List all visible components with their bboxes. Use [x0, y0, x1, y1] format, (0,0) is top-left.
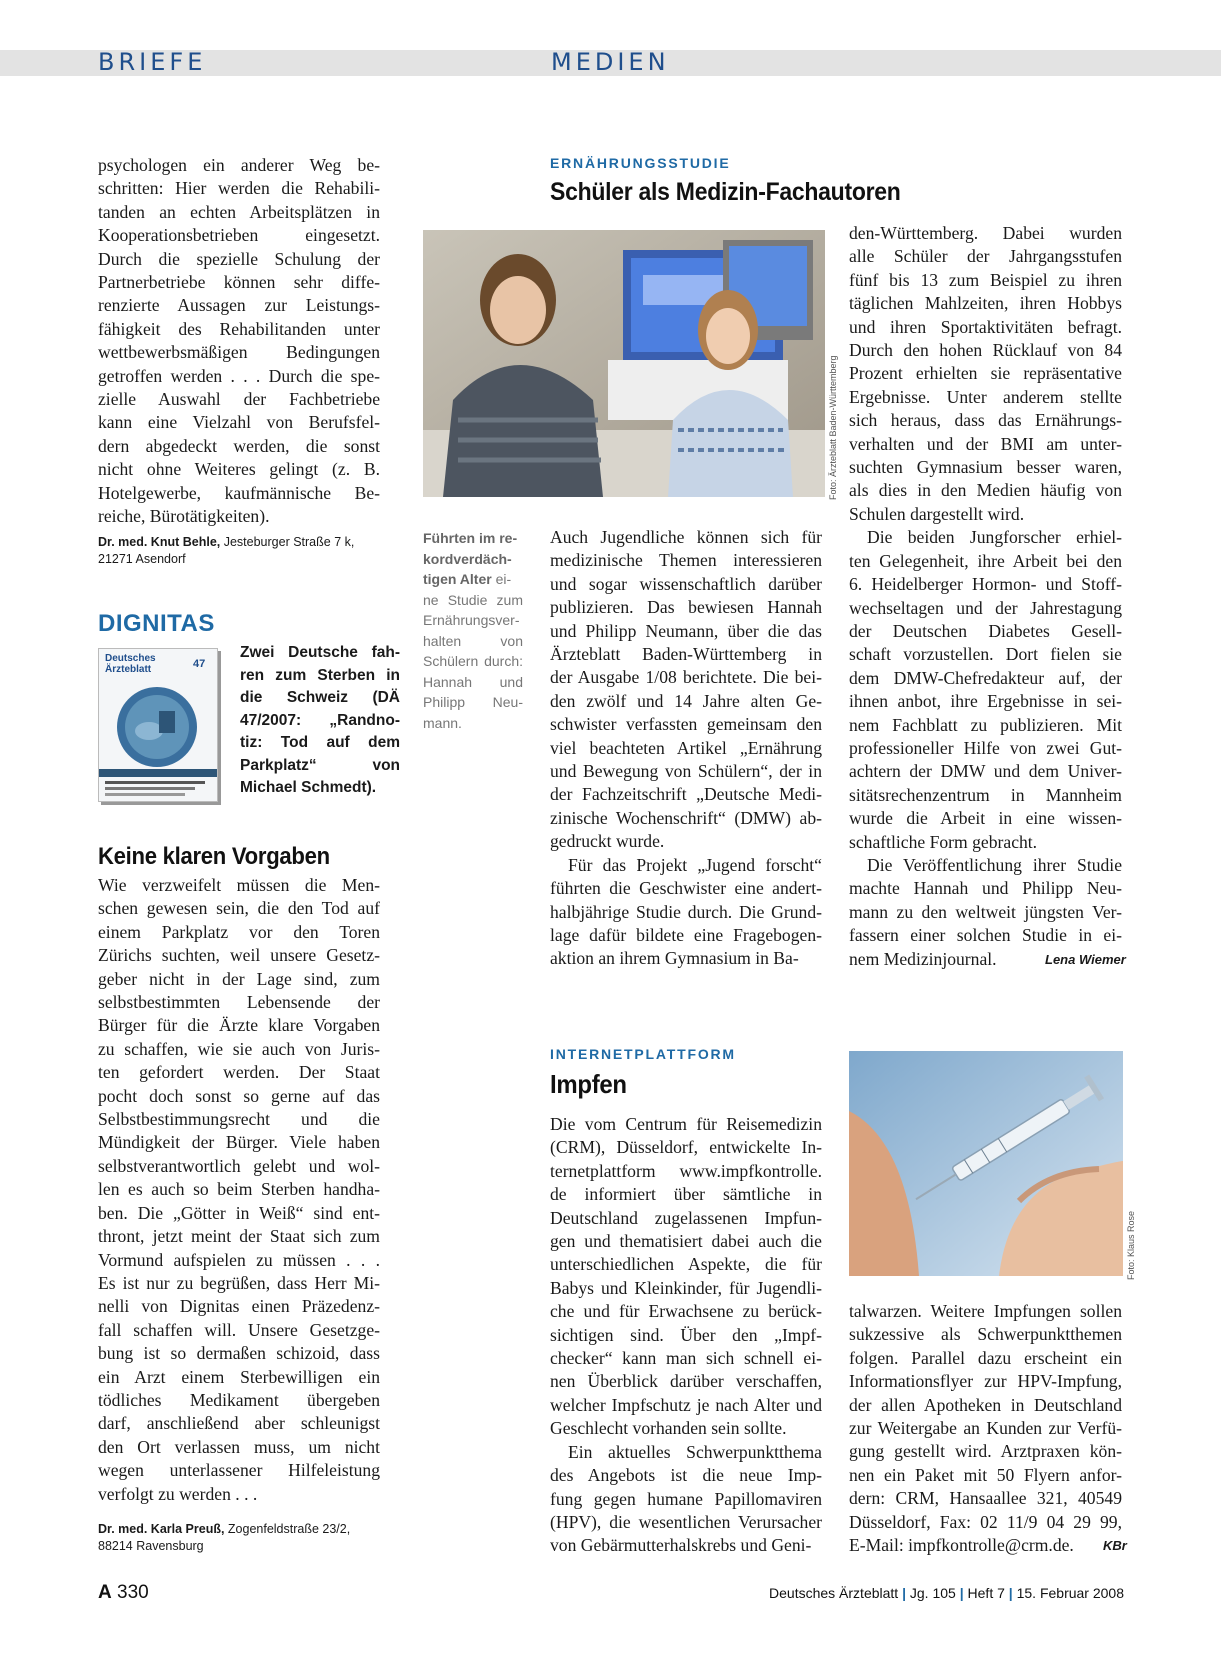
footer-page: [98, 1582, 149, 1604]
text-line: schen gewesen sein, die den Tod auf: [98, 898, 380, 919]
article2-col1-p2: [550, 1441, 822, 1558]
text-line: täglichen Mahlzeiten, ihren Hobbys: [849, 293, 1122, 314]
text-line: den Ort verlassen muss, um nicht: [98, 1436, 380, 1457]
text-line: Schulen dargestellt wird.: [849, 503, 1025, 524]
article1-col2-p1: [849, 222, 1122, 526]
text-line: des Angebots ist die neue Imp-: [550, 1465, 822, 1486]
text-line: schaftliche Form gebracht.: [849, 831, 1038, 852]
text-line: len es auch so beim Sterben handha-: [98, 1179, 380, 1200]
letter1-lines: [98, 154, 380, 529]
footer-journal: Deutsches Ärzteblatt: [769, 1585, 899, 1601]
text-line: fünf bis 13 zum Beispiel zu ihren: [849, 269, 1122, 290]
footer-date: 15. Februar 2008: [1016, 1585, 1124, 1601]
letter2-author-name: Dr. med. Karla Preuß,: [98, 1522, 225, 1536]
text-line: zu schaffen, wie sie auch von Juris-: [98, 1038, 380, 1059]
text-line: viel beachteten Artikel „Ernährung: [550, 737, 822, 758]
footer-separator: |: [1008, 1585, 1013, 1601]
text-line: Vormund aufspielen zu müssen . . .: [98, 1249, 380, 1270]
article2-photo-credit: Foto: Klaus Rose: [1126, 1210, 1136, 1280]
text-line: den zwölf und 14 Jahre alten Ge-: [550, 690, 822, 711]
text-line: machte Hannah und Philipp Neu-: [849, 878, 1122, 899]
footer-publication: [769, 1585, 1124, 1601]
article1-caption: [423, 528, 523, 733]
article1-photo-credit: Foto: Ärzteblatt Baden-Württemberg: [828, 355, 838, 500]
dignitas-reference-note: [240, 642, 400, 800]
text-line: einem Parkplatz vor den Toren: [98, 921, 380, 942]
text-line: wettbewerbsmäßigen Bedingungen: [98, 342, 380, 363]
text-line: die Schweiz (DÄ: [240, 689, 400, 706]
text-line: E-Mail: impfkontrolle@crm.de.: [849, 1535, 1074, 1556]
article1-col1-p2: [550, 854, 822, 971]
text-line: (HPV), die wesentlichen Verursacher: [550, 1511, 822, 1532]
section-label-medien: MEDIEN: [551, 48, 670, 76]
text-line: 47/2007: „Randno-: [240, 711, 400, 729]
caption-bold-2: kordverdäch-: [423, 550, 512, 567]
footer-separator: |: [959, 1585, 964, 1601]
text-line: verhalten und der BMI am unter-: [849, 433, 1122, 454]
text-line: reiche, Bürotätigkeiten).: [98, 506, 270, 527]
text-line: Kooperationsbetrieben eingesetzt.: [98, 225, 380, 246]
text-line: Auch Jugendliche können sich für: [550, 527, 822, 547]
text-line: zur Weitergabe an Kunden zur Verfü-: [849, 1418, 1122, 1439]
text-line: Hotelgewerbe, kaufmännische Be-: [98, 482, 380, 503]
article2-column-1: [550, 1113, 822, 1558]
article1-col1-p1: [550, 526, 822, 854]
text-line: Bürger für die Ärzte klare Vorgaben: [98, 1015, 380, 1036]
text-line: Ergebnisse. Unter anderem stellte: [849, 386, 1122, 407]
dignitas-magazine-cover: [98, 648, 218, 802]
text-line: thront, jetzt meint der Staat sich zum: [98, 1226, 380, 1247]
article2-col1-p1: [550, 1113, 822, 1441]
article1-photo: [423, 230, 825, 497]
text-line: Für das Projekt „Jugend forscht“: [568, 854, 822, 875]
text-line: darf, anschließend aber schleunigst: [98, 1413, 380, 1434]
article2-author: KBr: [1103, 1538, 1127, 1553]
letter1-signature: [98, 534, 388, 568]
text-line: fall schaffen will. Unsere Gesetzge-: [98, 1319, 380, 1340]
text-line: ten gefordert werden. Der Staat: [98, 1062, 380, 1083]
text-line: 6. Heidelberger Hormon- und Stoff-: [849, 574, 1122, 595]
text-line: fähigkeit des Rehabilitanden unter: [98, 318, 380, 339]
text-line: publizieren. Das bewiesen Hannah: [550, 597, 822, 618]
text-line: Michael Schmedt).: [240, 779, 377, 796]
letter1-author-address-1: Jesteburger Straße 7 k,: [220, 535, 355, 549]
text-line: Mündigkeit der Bürger. Viele haben: [98, 1132, 380, 1153]
footer-separator: |: [902, 1585, 906, 1601]
text-line: wegen unterlassener Hilfeleistung: [98, 1460, 380, 1481]
caption-bold-3: tigen Alter: [423, 571, 492, 587]
text-line: Die Veröffentlichung ihrer Studie: [867, 854, 1122, 875]
text-line: Philipp Neu-: [423, 694, 523, 710]
text-line: achtern der DMW und dem Univer-: [849, 761, 1122, 782]
text-line: bung ist so dermaßen schizoid, dass: [98, 1343, 380, 1364]
text-line: halten von: [423, 632, 523, 649]
text-line: schritten: Hier werden die Rehabili-: [98, 178, 380, 199]
text-line: dern: CRM, Hansaallee 321, 40549: [849, 1488, 1122, 1509]
text-line: geber nicht in der Lage sind, zum: [98, 968, 380, 989]
article2-headline: Impfen: [550, 1069, 627, 1099]
text-line: welcher Impfschutz je nach Alter und: [550, 1394, 822, 1415]
text-line: Deutschland zugelassenen Impfun-: [550, 1207, 822, 1228]
cover-issue: 47: [193, 658, 206, 670]
caption-bold-1: Führten im re-: [423, 530, 518, 546]
footer-page-number: 330: [117, 1582, 149, 1603]
letter2-headline: Keine klaren Vorgaben: [98, 843, 330, 870]
letter1-author-name: Dr. med. Knut Behle,: [98, 535, 221, 549]
text-line: sukzessive als Schwerpunktthemen: [849, 1324, 1122, 1345]
text-line: zielle Auswahl der Fachbetriebe: [98, 389, 380, 410]
children-at-computer-photo: [423, 230, 825, 497]
text-line: verfolgt zu werden . . .: [98, 1483, 258, 1504]
text-line: und ihren Sportaktivitäten befragt.: [849, 316, 1122, 337]
text-line: Hannah und: [423, 673, 523, 690]
section-label-briefe: BRIEFE: [98, 48, 207, 76]
dignitas-label: DIGNITAS: [98, 610, 215, 637]
text-line: Durch die spezielle Schulung der: [98, 248, 380, 269]
text-line: nicht ohne Weiteres gelingt (z. B.: [98, 459, 380, 480]
text-line: lage dafür bildete eine Fragebogen-: [550, 924, 822, 945]
text-line: ren zum Sterben in: [240, 666, 400, 684]
caption-lines: [423, 590, 523, 734]
text-line: Babys und Kleinkinder, für Jugendli-: [550, 1277, 822, 1298]
text-line: fung gegen humane Papillomaviren: [550, 1488, 822, 1509]
text-line: den-Württemberg. Dabei wurden: [849, 223, 1122, 243]
footer-volume: Jg. 105: [909, 1585, 956, 1601]
text-line: fassern einer solchen Studie in ei-: [849, 925, 1122, 946]
letter2-author-address-2: 88214 Ravensburg: [98, 1539, 204, 1553]
text-line: tödliches Medikament übergeben: [98, 1389, 380, 1410]
text-line: selbstverantwortlich gelebt und wol-: [98, 1155, 380, 1176]
article1-column-1: [550, 526, 822, 971]
text-line: Zwei Deutsche fah-: [240, 644, 400, 661]
text-line: checker“ kann man sich schnell ei-: [550, 1348, 822, 1369]
text-line: mann.: [423, 714, 462, 731]
text-line: gung gestellt wird. Arztpraxen kön-: [849, 1441, 1122, 1462]
article1-col2-p2: [849, 526, 1122, 854]
text-line: Ärzteblatt Baden-Württemberg in: [550, 644, 822, 665]
text-line: gen und thematisiert dabei auch die: [550, 1231, 822, 1252]
text-line: nen Überblick darüber verschaffen,: [550, 1371, 822, 1392]
text-line: renzierte Aussagen zur Leistungs-: [98, 295, 380, 316]
text-line: und sogar wissenschaftlich darüber: [550, 573, 822, 594]
text-line: Ein aktuelles Schwerpunktthema: [568, 1441, 822, 1462]
text-line: psychologen ein anderer Weg be-: [98, 155, 380, 175]
text-line: Informationsflyer zur HPV-Impfung,: [849, 1371, 1122, 1392]
text-line: Die vom Centrum für Reisemedizin: [550, 1114, 822, 1134]
text-line: Schülern durch:: [423, 653, 523, 669]
cover-title-1: Deutsches: [105, 653, 156, 664]
text-line: und Philipp Neumann, über die das: [550, 620, 822, 641]
text-line: dern abgedeckt werden, die sonst: [98, 435, 380, 456]
magazine-cover-graphic: [99, 649, 217, 801]
article1-kicker: ERNÄHRUNGSSTUDIE: [550, 155, 731, 171]
text-line: Es ist nur zu begrüßen, dass Herr Mi-: [98, 1272, 380, 1293]
text-line: medizinische Themen interessieren: [550, 550, 822, 571]
text-line: als dies in den Medien häufig von: [849, 480, 1122, 501]
text-line: Selbstbestimmungsrecht und die: [98, 1109, 380, 1130]
text-line: ben. Die „Götter in Weiß“ sind ent-: [98, 1202, 380, 1223]
letter2-signature: [98, 1521, 388, 1555]
text-line: nen ein Paket mit 50 Flyern anfor-: [849, 1464, 1122, 1485]
text-line: zinische Wochenschrift“ (DMW) ab-: [550, 807, 822, 828]
text-line: talwarzen. Weitere Impfungen sollen: [849, 1301, 1122, 1321]
text-line: der allen Apotheken in Deutschland: [849, 1394, 1122, 1415]
text-line: folgen. Parallel dazu erscheint ein: [849, 1347, 1122, 1368]
text-line: che und für Erwachsene zu berück-: [550, 1301, 822, 1322]
text-line: Partnerbetriebe können sehr diffe-: [98, 272, 380, 293]
text-line: sichtigen sind. Über den „Impf-: [550, 1324, 822, 1345]
text-line: dem DMW-Chefredakteur auf, der: [849, 667, 1122, 688]
text-line: professioneller Hilfe von zwei Gut-: [849, 737, 1122, 758]
text-line: Düsseldorf, Fax: 02 11/9 04 29 99,: [849, 1511, 1122, 1532]
text-line: nem Medizinjournal.: [849, 948, 997, 969]
text-line: wurde die Arbeit in eine wissen-: [849, 808, 1122, 829]
article2-photo: [849, 1051, 1123, 1276]
text-line: ein Arzt einem Sterbewilligen ein: [98, 1366, 380, 1387]
text-line: nelli von Dignitas einen Präzedenz-: [98, 1296, 380, 1317]
letter2-author-address-1: Zogenfeldstraße 23/2,: [224, 1522, 351, 1536]
text-line: der Fachzeitschrift „Deutsche Medi-: [550, 784, 822, 805]
text-line: Geschlecht vorhanden sein sollte.: [550, 1418, 787, 1439]
text-line: ne Studie zum: [423, 591, 523, 608]
text-line: de informiert über sämtliche in: [550, 1184, 822, 1205]
text-line: sich heraus, dass das Ernährungs-: [849, 410, 1122, 431]
text-line: Durch den hohen Rücklauf von 84: [849, 340, 1122, 361]
text-line: (CRM), Düsseldorf, entwickelte In-: [550, 1137, 822, 1158]
text-line: und Bewegung von Schülern“, der in: [550, 761, 822, 782]
letter2-body: [98, 874, 380, 1506]
article1-column-2: [849, 222, 1122, 971]
text-line: unterschiedlichen Aspekte, die für: [550, 1254, 822, 1275]
footer-issue: Heft 7: [967, 1585, 1005, 1601]
caption-bold-trail: ei-: [491, 571, 512, 587]
text-line: der Ausgabe 1/08 berichtete. Die bei-: [550, 667, 822, 688]
cover-title-2: Ärzteblatt: [105, 664, 152, 675]
text-line: getroffen werden . . . Durch die spe-: [98, 365, 380, 386]
article1-headline: Schüler als Medizin-Fachautoren: [550, 178, 901, 206]
text-line: mann zu den weltweit jüngsten Ver-: [849, 901, 1122, 922]
text-line: nem Fachblatt zu publizieren. Mit: [849, 714, 1122, 735]
text-line: halbjährige Studie durch. Die Grund-: [550, 901, 822, 922]
footer-page-letter: A: [98, 1582, 112, 1603]
text-line: selbstbestimmten Lebensende der: [98, 992, 380, 1013]
text-line: ten Gelegenheit, ihre Arbeit bei den: [849, 550, 1122, 571]
text-line: alle Schüler der Jahrgangsstufen: [849, 246, 1122, 267]
text-line: wechseltagen und der Jahrestagung: [849, 597, 1122, 618]
text-line: tiz: Tod auf dem: [240, 734, 400, 751]
text-line: ternetplattform www.impfkontrolle.: [550, 1160, 822, 1181]
text-line: Zürichs suchten, weil unsere Gesetz-: [98, 945, 380, 966]
text-line: schaft vorzustellen. Dort fielen sie: [849, 644, 1122, 665]
article2-col2-p1: [849, 1300, 1122, 1557]
text-line: führten die Geschwister eine andert-: [550, 878, 822, 899]
vaccination-syringe-photo: [849, 1051, 1123, 1276]
text-line: suchten Gymnasium besser waren,: [849, 457, 1122, 478]
text-line: aktion an ihrem Gymnasium in Ba-: [550, 948, 799, 969]
letter1-author-address-2: 21271 Asendorf: [98, 552, 186, 566]
text-line: Die beiden Jungforscher erhiel-: [867, 527, 1122, 548]
text-line: gedruckt wurde.: [550, 831, 665, 852]
text-line: von Gebärmutterhalskrebs und Geni-: [550, 1535, 812, 1556]
text-line: sitätsrechenzentrum in Mannheim: [849, 784, 1122, 805]
text-line: Parkplatz“ von: [240, 756, 400, 774]
text-line: schwister verfassten gemeinsam den: [550, 714, 822, 735]
text-line: kann eine Vielzahl von Berufsfel-: [98, 412, 380, 433]
letter2-lines: [98, 874, 380, 1506]
text-line: Ernährungsver-: [423, 612, 520, 628]
text-line: der Deutschen Diabetes Gesell-: [849, 620, 1122, 641]
text-line: tanden an echten Arbeitsplätzen in: [98, 201, 380, 222]
article1-author: Lena Wiemer: [1045, 952, 1126, 967]
text-line: Prozent erhielten sie repräsentative: [849, 363, 1122, 384]
dignitas-note-lines: [240, 642, 400, 800]
text-line: Wie verzweifelt müssen die Men-: [98, 875, 380, 895]
article2-kicker: INTERNETPLATTFORM: [550, 1046, 736, 1062]
text-line: ihnen anbot, ihre Ergebnisse in sei-: [849, 691, 1122, 712]
article2-column-2: [849, 1300, 1122, 1557]
text-line: pocht doch sonst so gerne auf das: [98, 1085, 380, 1106]
letter1-body: [98, 154, 380, 529]
